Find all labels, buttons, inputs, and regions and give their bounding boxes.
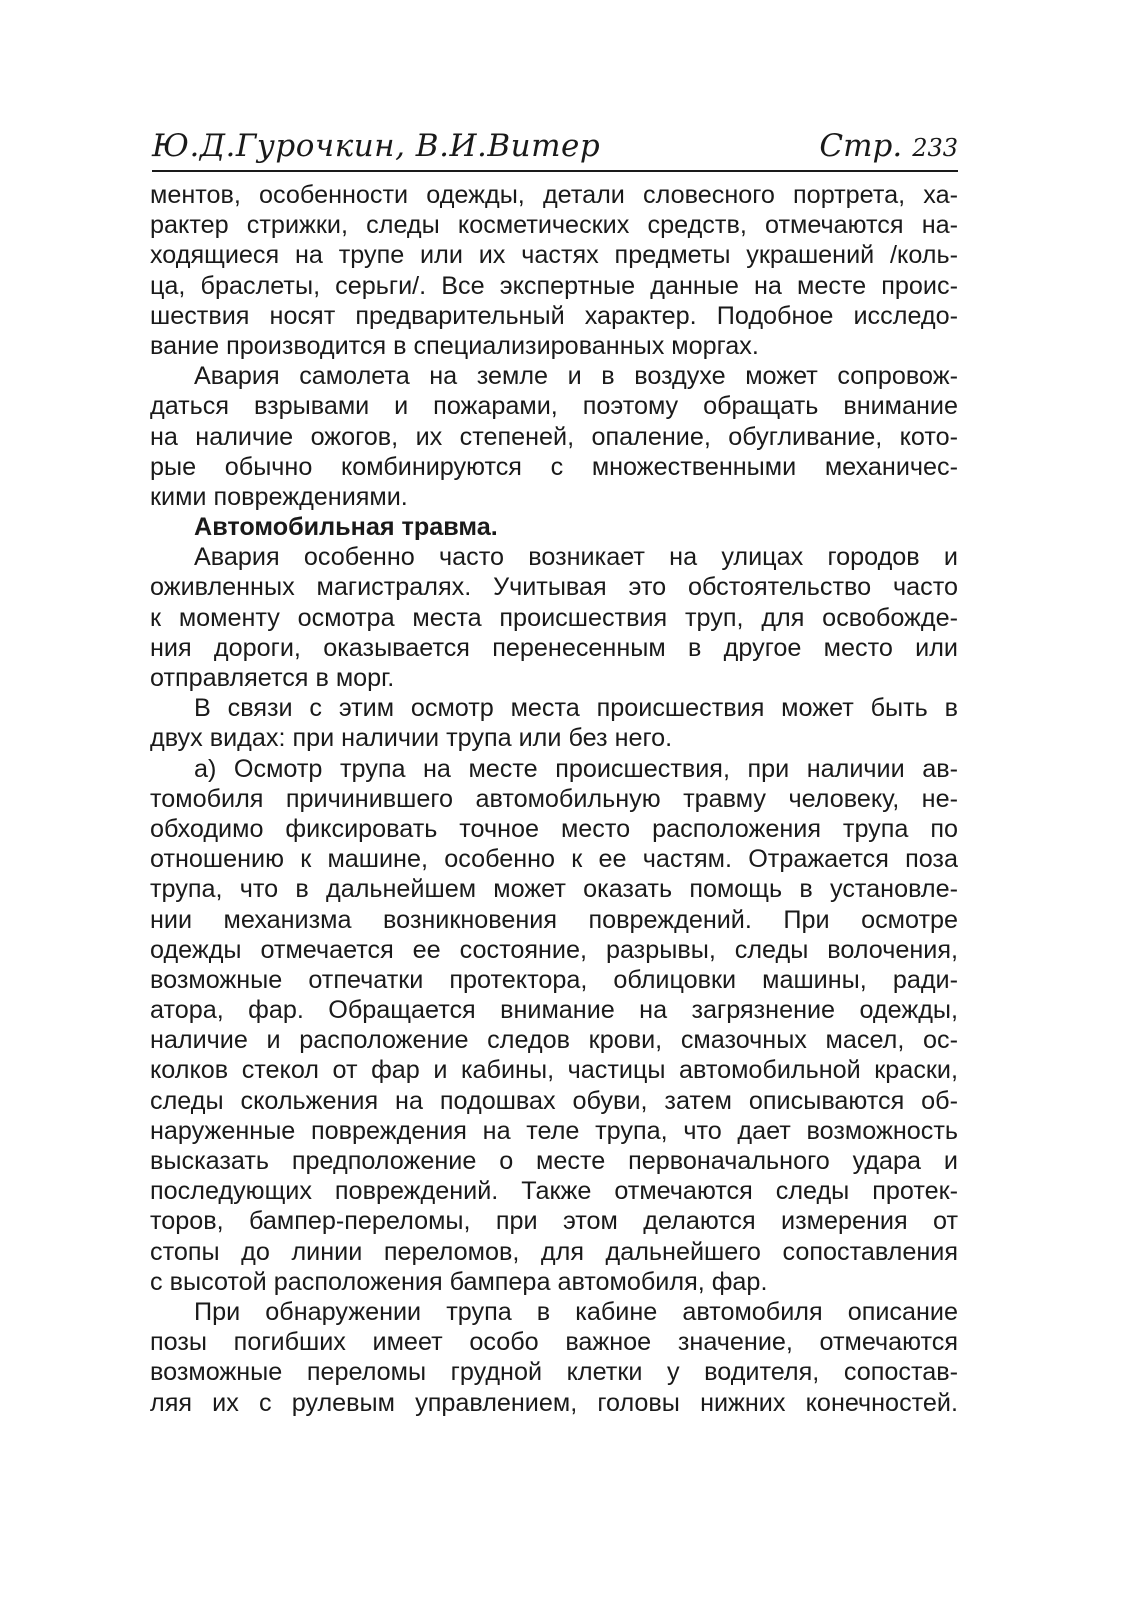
text-line: стопы до линии переломов, для дальнейшего сопоставления [150, 1237, 958, 1266]
text-line: а) Осмотр трупа на месте происшествия, при наличии ав- [194, 754, 958, 783]
text-line: При обнаружении трупа в кабине автомобиля описание [194, 1297, 958, 1326]
text-line: рые обычно комбинируются с множественными механичес- [150, 452, 958, 481]
header-authors: Ю.Д.Гурочкин, В.И.Витер [152, 128, 601, 164]
header-page-info [819, 128, 958, 164]
text-line: вание производится в специализированных моргах. [150, 331, 759, 360]
text-line: рактер стрижки, следы косметических средств, отмечаются на- [150, 211, 958, 240]
text-line: одежды отмечается ее состояние, разрывы, следы волочения, [150, 935, 958, 964]
text-line: нии механизма возникновения повреждений. При осмотре [150, 905, 958, 934]
text-line: колков стекол от фар и кабины, частицы автомобильной краски, [150, 1056, 958, 1085]
text-line: В связи с этим осмотр места происшествия может быть в [194, 694, 958, 723]
text-line: томобиля причинившего автомобильную травму человеку, не- [150, 784, 958, 813]
text-line: возможные отпечатки протектора, облицовки машины, ради- [150, 965, 958, 994]
text-line: ца, браслеты, серьги/. Все экспертные данные на месте проис- [150, 271, 958, 300]
text-line: атора, фар. Обращается внимание на загрязнение одежды, [150, 996, 958, 1025]
text-line: к моменту осмотра места происшествия труп, для освобожде- [150, 603, 958, 632]
body-text [150, 180, 958, 1418]
text-line: даться взрывами и пожарами, поэтому обращать внимание [150, 392, 958, 421]
text-line: с высотой расположения бампера автомобиля, фар. [150, 1267, 768, 1296]
text-line: ментов, особенности одежды, детали словесного портрета, ха- [150, 181, 958, 209]
text-line: Авария особенно часто возникает на улицах городов и [194, 543, 958, 572]
text-line: ляя их с рулевым управлением, головы нижних конечностей. [150, 1388, 958, 1417]
header-page-number: 233 [912, 134, 958, 162]
header-page-label: Стр. [819, 128, 903, 164]
text-line: отношению к машине, особенно к ее частям. Отражается поза [150, 845, 958, 874]
text-line: последующих повреждений. Также отмечаются следы протек- [150, 1177, 958, 1206]
text-line: наличие и расположение следов крови, смазочных масел, ос- [150, 1026, 958, 1055]
text-line: возможные переломы грудной клетки у водителя, сопостав- [150, 1358, 958, 1387]
text-line: двух видах: при наличии трупа или без него. [150, 724, 673, 753]
text-line: на наличие ожогов, их степеней, опаление, обугливание, кото- [150, 422, 958, 451]
text-line: торов, бампер-переломы, при этом делаются измерения от [150, 1207, 958, 1236]
text-line: наруженные повреждения на теле трупа, что дает возможность [150, 1116, 958, 1145]
text-line: отправляется в морг. [150, 664, 395, 692]
text-line: высказать предположение о месте первоначального удара и [150, 1147, 958, 1175]
running-header [152, 118, 958, 172]
text-line: шествия носят предварительный характер. Подобное исследо- [150, 301, 958, 330]
text-line: следы скольжения на подошвах обуви, затем описываются об- [150, 1086, 958, 1115]
text-line: Авария самолета на земле и в воздухе может сопровож- [194, 362, 958, 391]
text-line: оживленных магистралях. Учитывая это обстоятельство часто [150, 573, 958, 602]
text-line: ния дороги, оказывается перенесенным в другое место или [150, 633, 958, 662]
text-line: позы погибших имеет особо важное значение, отмечаются [150, 1328, 958, 1357]
section-heading: Автомобильная травма. [194, 513, 498, 542]
text-line: кими повреждениями. [150, 482, 408, 511]
text-line: трупа, что в дальнейшем может оказать помощь в установле- [150, 875, 958, 904]
text-line: обходимо фиксировать точное место расположения трупа по [150, 814, 958, 843]
text-line: ходящиеся на трупе или их частях предметы украшений /коль- [150, 241, 958, 270]
